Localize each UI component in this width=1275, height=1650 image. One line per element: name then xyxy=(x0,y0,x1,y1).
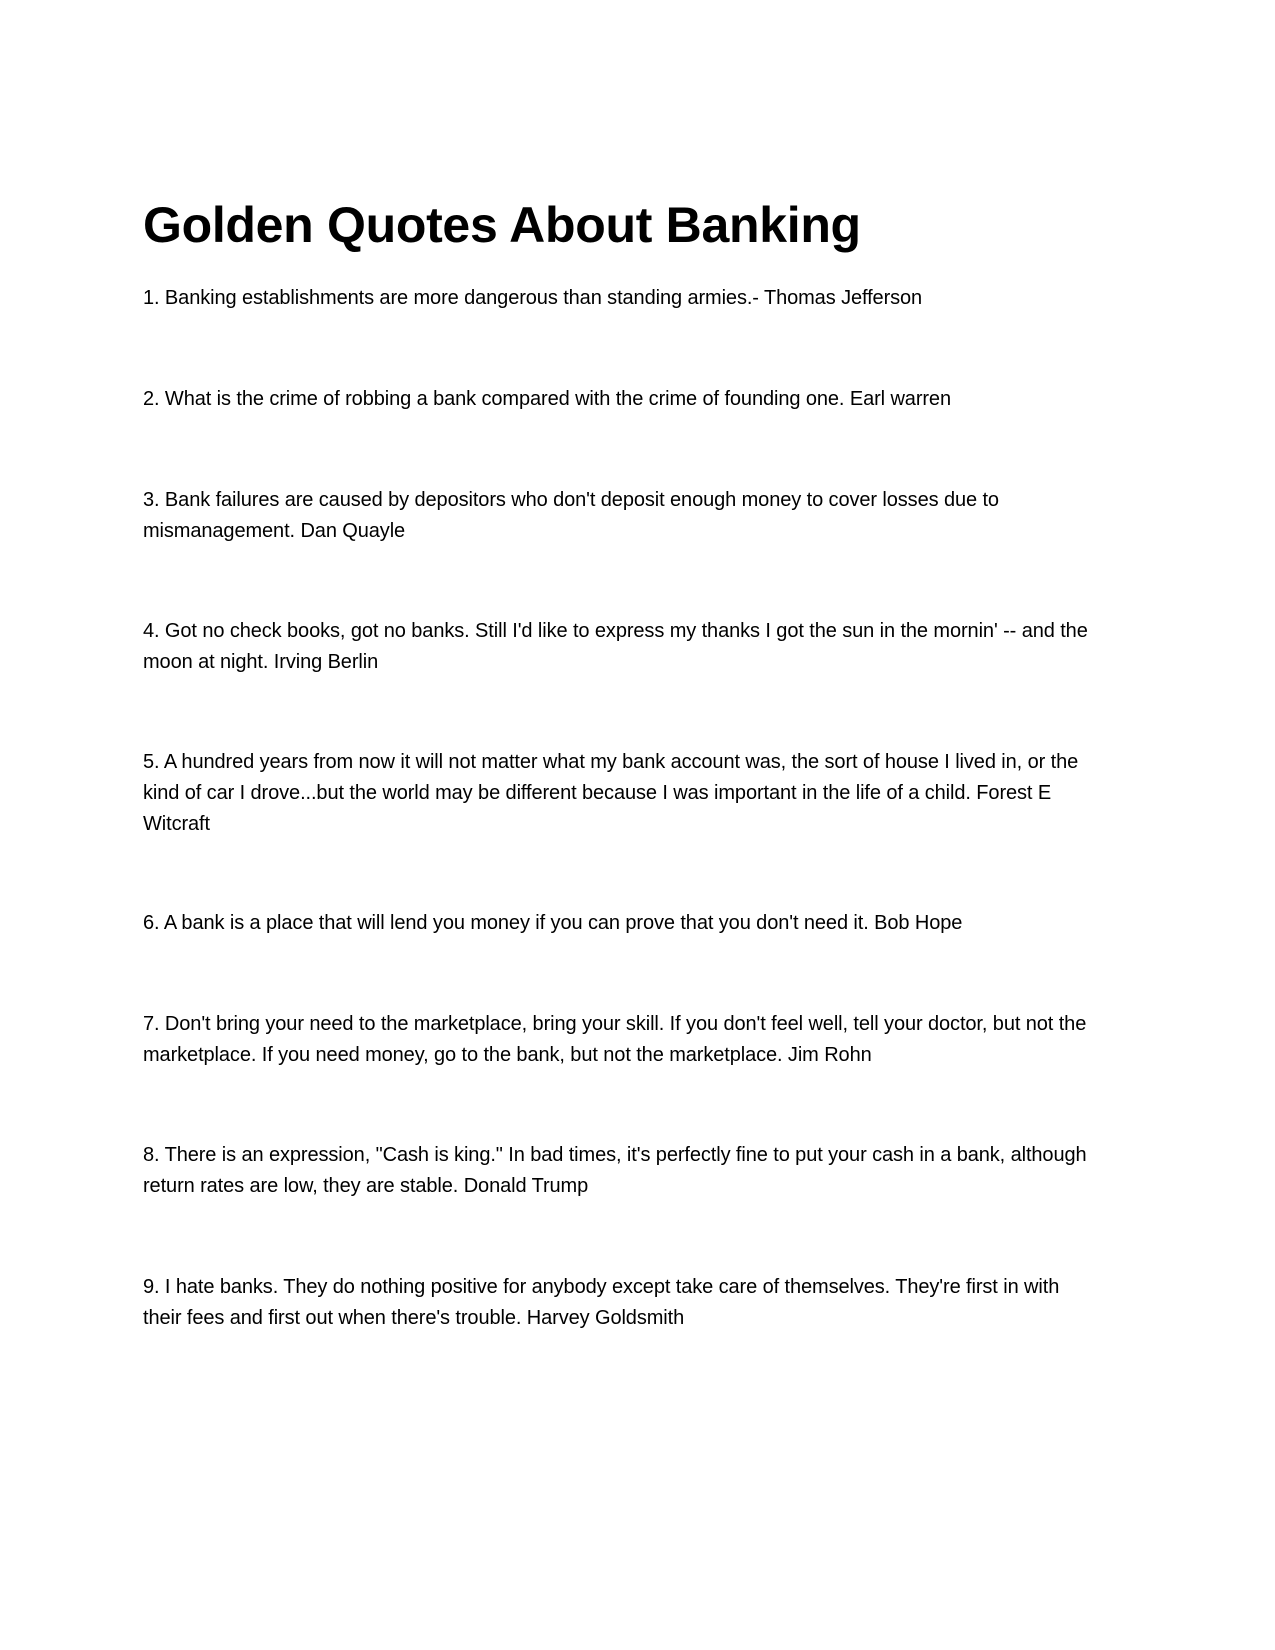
quote-9: 9. I hate banks. They do nothing positive for anybody except take care of themselves. They're first in with their fees and first out when there's trouble. Harvey Goldsmith xyxy=(143,1276,1060,1329)
quote-8: 8. There is an expression, "Cash is king." In bad times, it's perfectly fine to put your cash in a bank, although return rates are low, they are stable. Donald Trump xyxy=(143,1144,1087,1197)
quote-5: 5. A hundred years from now it will not matter what my bank account was, the sort of house I lived in, or the kind of car I drove...but the world may be different because I was important in the life of a child. Forest E Witcraft xyxy=(143,751,1079,835)
quote-3: 3. Bank failures are caused by depositors who don't deposit enough money to cover losses due to mismanagement. Dan Quayle xyxy=(143,489,999,542)
quote-7: 7. Don't bring your need to the marketplace, bring your skill. If you don't feel well, tell your doctor, but not the marketplace. If you need money, go to the bank, but not the marketplace. Jim Rohn xyxy=(143,1013,1087,1066)
quote-2: 2. What is the crime of robbing a bank compared with the crime of founding one. Earl warren xyxy=(143,388,951,410)
page-title: Golden Quotes About Banking xyxy=(143,197,861,253)
quote-4: 4. Got no check books, got no banks. Still I'd like to express my thanks I got the sun in the mornin' -- and the moon at night. Irving Berlin xyxy=(143,620,1088,673)
quote-1: 1. Banking establishments are more dangerous than standing armies.- Thomas Jefferson xyxy=(143,287,923,309)
quote-6: 6. A bank is a place that will lend you money if you can prove that you don't need it. Bob Hope xyxy=(143,912,963,934)
